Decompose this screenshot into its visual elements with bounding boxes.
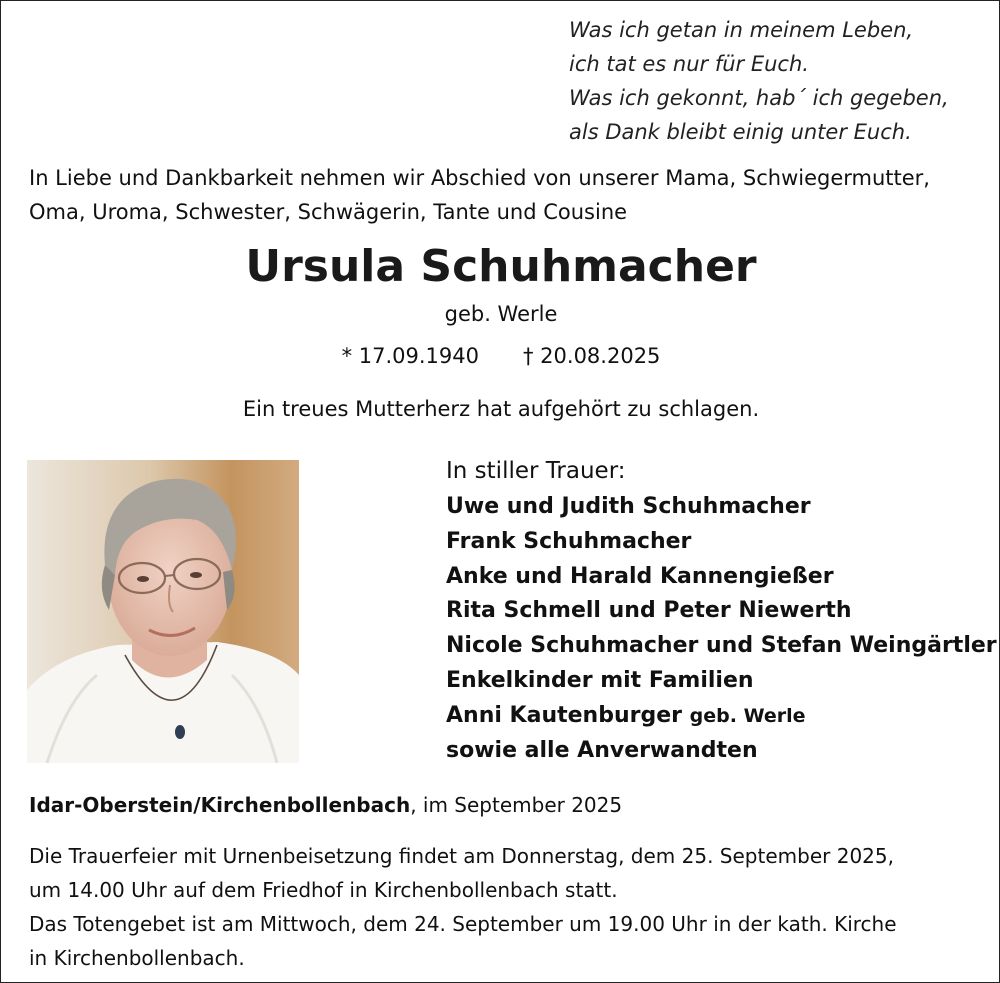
mourner-name-anni	[446, 699, 997, 734]
mourner-name: Uwe und Judith Schuhmacher	[446, 494, 811, 519]
intro-line: In Liebe und Dankbarkeit nehmen wir Abschied von unserer Mama, Schwiegermutter,	[29, 166, 930, 190]
service-line: um 14.00 Uhr auf dem Friedhof in Kirchenbollenbach statt.	[29, 878, 618, 902]
poem-line: Was ich getan in meinem Leben,	[569, 18, 914, 42]
mourner-name: Enkelkinder mit Familien	[446, 667, 754, 693]
funeral-service-info	[29, 839, 894, 907]
anni-maiden-name: geb. Werle	[689, 704, 806, 727]
motto: Ein treues Mutterherz hat aufgehört zu schlagen.	[242, 397, 760, 421]
mourner-relatives: sowie alle Anverwandten	[446, 737, 758, 763]
deceased-name: Ursula Schuhmacher	[245, 241, 757, 292]
intro-line: Oma, Uroma, Schwester, Schwägerin, Tante und Cousine	[29, 200, 628, 224]
mourner-name: Rita Schmell und Peter Niewerth	[446, 598, 852, 624]
prayer-line: Das Totengebet ist am Mittwoch, dem 24. September um 19.00 Uhr in der kath. Kirche	[29, 912, 897, 936]
birth-date: * 17.09.1940	[341, 344, 479, 368]
mourner-name: Anke und Harald Kannengießer	[446, 563, 834, 589]
poem-line: Was ich gekonnt, hab´ ich gegeben,	[569, 86, 949, 110]
place-month: , im September 2025	[410, 793, 623, 817]
intro-text	[29, 161, 989, 229]
mourners-list	[446, 454, 997, 768]
portrait-photo	[27, 460, 299, 763]
death-date: † 20.08.2025	[523, 344, 661, 368]
prayer-info	[29, 907, 897, 975]
place-date	[29, 793, 622, 817]
maiden-name: geb. Werle	[444, 302, 558, 326]
anni-name: Anni Kautenburger	[446, 702, 682, 728]
mourner-name: Frank Schuhmacher	[446, 528, 692, 554]
poem	[569, 13, 949, 149]
prayer-line: in Kirchenbollenbach.	[29, 946, 245, 970]
mourner-name: Nicole Schuhmacher und Stefan Weingärtler	[446, 633, 997, 659]
portrait-illustration	[27, 460, 299, 763]
service-line: Die Trauerfeier mit Urnenbeisetzung findet am Donnerstag, dem 25. September 2025,	[29, 844, 894, 868]
life-dates	[1, 344, 1000, 368]
poem-line: als Dank bleibt einig unter Euch.	[569, 120, 912, 144]
mourners-heading: In stiller Trauer:	[446, 458, 626, 484]
poem-line: ich tat es nur für Euch.	[569, 52, 809, 76]
place-location: Idar-Oberstein/Kirchenbollenbach	[29, 793, 411, 817]
